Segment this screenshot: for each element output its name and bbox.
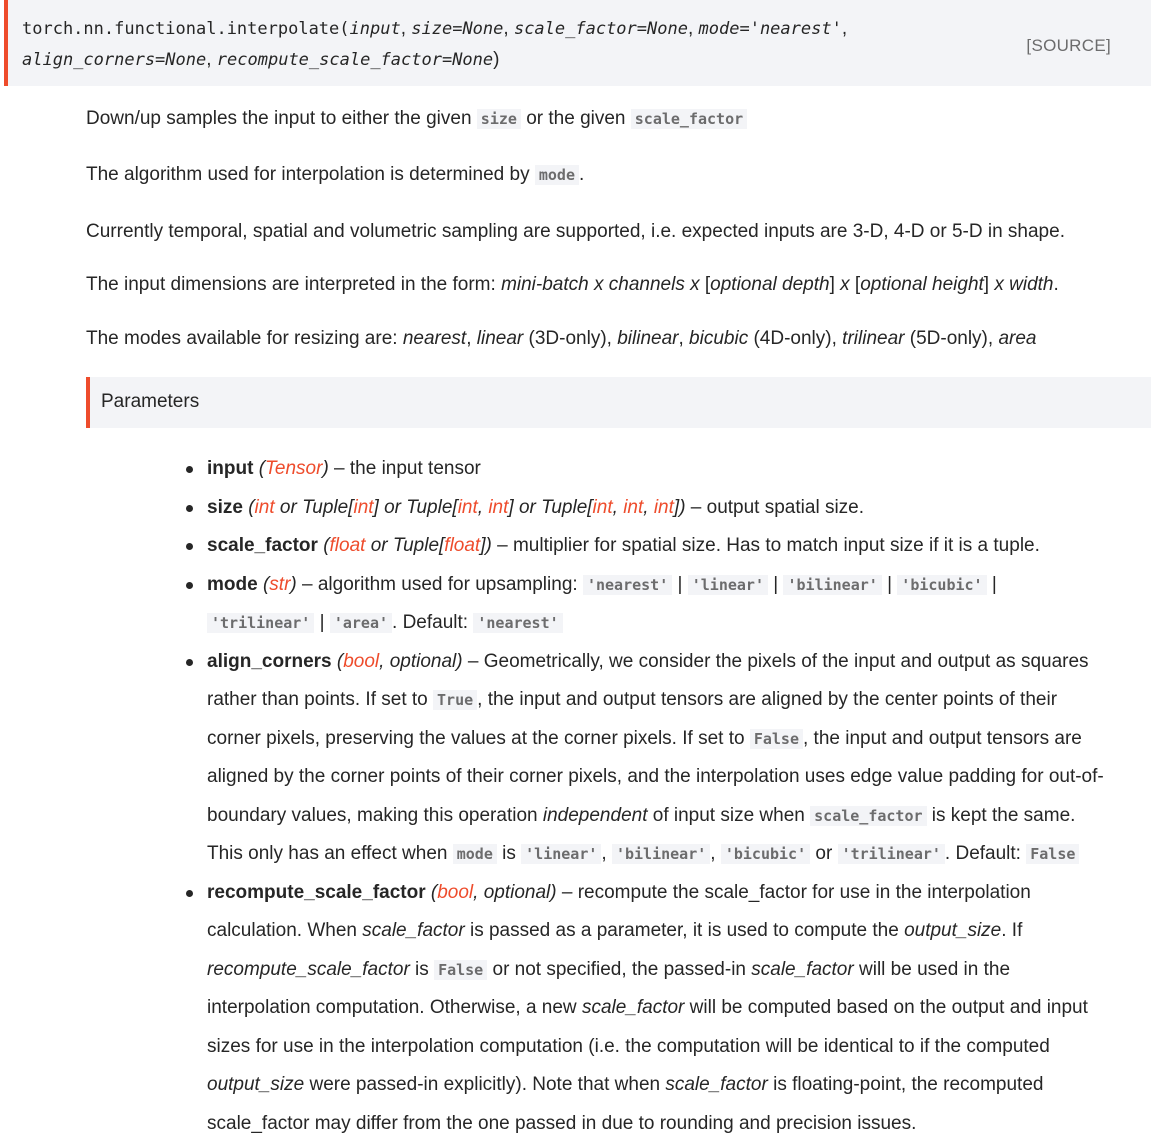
type-link-str[interactable]: str xyxy=(269,574,290,595)
intro-paragraph-2: The algorithm used for interpolation is determined by mode . xyxy=(86,163,584,187)
intro-paragraph-1: Down/up samples the input to either the given size or the given scale_factor xyxy=(86,107,747,131)
param-name: mode xyxy=(207,574,258,595)
intro-paragraph-5: The modes available for resizing are: nearest, linear (3D-only), bilinear, bicubic (4D-only), trilinear (5D-only), area xyxy=(86,327,1036,351)
signature-line-1: torch.nn.functional.interpolate(input, size=None, scale_factor=None, mode='nearest', xyxy=(22,18,847,40)
arg-size: size=None xyxy=(411,19,503,39)
type-link-int[interactable]: int xyxy=(654,497,674,518)
param-name: align_corners xyxy=(207,651,332,672)
type-link-int[interactable]: int xyxy=(353,497,373,518)
param-name: recompute_scale_factor xyxy=(207,882,426,903)
type-link-int[interactable]: int xyxy=(593,497,613,518)
arg-scale-factor: scale_factor=None xyxy=(514,19,688,39)
arg-mode-default: 'nearest' xyxy=(750,19,842,39)
param-align-corners: align_corners (bool, optional) – Geometrically, we consider the pixels of the input and output as squares rather than points. If set to True , the input and output tensors are aligned by the center points of their corner pixels, preserving the values at the corner pixels. If set to False , the input and output tensors are aligned by the corner points of their corner pixels, and the interpolation uses edge value padding for out-of- boundary values, making this operation independent of input size when scale_factor is kept the same. This only has an effect when mode is 'linear' , 'bilinear' , 'bicubic' or 'trilinear' . Default: False xyxy=(180,643,1155,874)
parameters-title: Parameters xyxy=(101,391,199,413)
intro-paragraph-4: The input dimensions are interpreted in the form: mini-batch x channels x [optional depth] x [optional height] x width. xyxy=(86,273,1059,297)
param-recompute-scale-factor: recompute_scale_factor (bool, optional) – recompute the scale_factor for use in the interpolation calculation. When scale_factor is passed as a parameter, it is used to compute the output_size. If recompute_scale_factor is False or not specified, the passed-in scale_factor will be used in the interpolation computation. Otherwise, a new scale_factor will be computed based on the output and input sizes for use in the interpolation computation (i.e. the computation will be identical to if the computed output_size were passed-in explicitly). Note that when scale_factor is floating-point, the recomputed scale_factor may differ from the one passed in due to rounding and precision issues. xyxy=(180,874,1155,1143)
arg-recompute-scale-factor: recompute_scale_factor=None xyxy=(217,50,493,70)
type-link-int[interactable]: int xyxy=(623,497,643,518)
code-size: size xyxy=(477,109,521,129)
type-link-int[interactable]: int xyxy=(488,497,508,518)
param-mode: mode (str) – algorithm used for upsampling: 'nearest' | 'linear' | 'bilinear' | 'bicubic' | 'trilinear' | 'area' . Default: 'nearest' xyxy=(180,566,1155,643)
signature-line-2: align_corners=None, recompute_scale_factor=None) xyxy=(22,49,499,71)
param-name: size xyxy=(207,497,243,518)
function-name: torch.nn.functional.interpolate( xyxy=(22,19,350,39)
code-mode: mode xyxy=(535,165,579,185)
source-link[interactable]: [SOURCE] xyxy=(1026,36,1111,56)
param-name: scale_factor xyxy=(207,535,318,556)
type-link-float[interactable]: float xyxy=(444,535,480,556)
code-scale-factor: scale_factor xyxy=(631,109,747,129)
type-link-bool[interactable]: bool xyxy=(343,651,379,672)
parameter-list xyxy=(180,450,1155,1143)
type-link-int[interactable]: int xyxy=(255,497,275,518)
arg-input: input xyxy=(350,19,401,39)
type-link-int[interactable]: int xyxy=(458,497,478,518)
type-link-float[interactable]: float xyxy=(330,535,366,556)
signature-close: ) xyxy=(493,49,499,70)
type-link-tensor[interactable]: Tensor xyxy=(265,458,322,479)
arg-align-corners: align_corners=None xyxy=(22,50,206,70)
param-scale-factor: scale_factor (float or Tuple[float]) – multiplier for spatial size. Has to match input size if it is a tuple. xyxy=(180,527,1155,566)
param-size: size (int or Tuple[int] or Tuple[int, int] or Tuple[int, int, int]) – output spatial size. xyxy=(180,489,1155,528)
parameters-header xyxy=(86,377,1151,428)
intro-paragraph-3: Currently temporal, spatial and volumetric sampling are supported, i.e. expected inputs are 3-D, 4-D or 5-D in shape. xyxy=(86,220,1065,244)
param-name: input xyxy=(207,458,253,479)
type-link-bool[interactable]: bool xyxy=(437,882,473,903)
function-signature xyxy=(4,0,1151,86)
arg-mode: mode= xyxy=(699,19,750,39)
param-input: input (Tensor) – the input tensor xyxy=(180,450,1155,489)
